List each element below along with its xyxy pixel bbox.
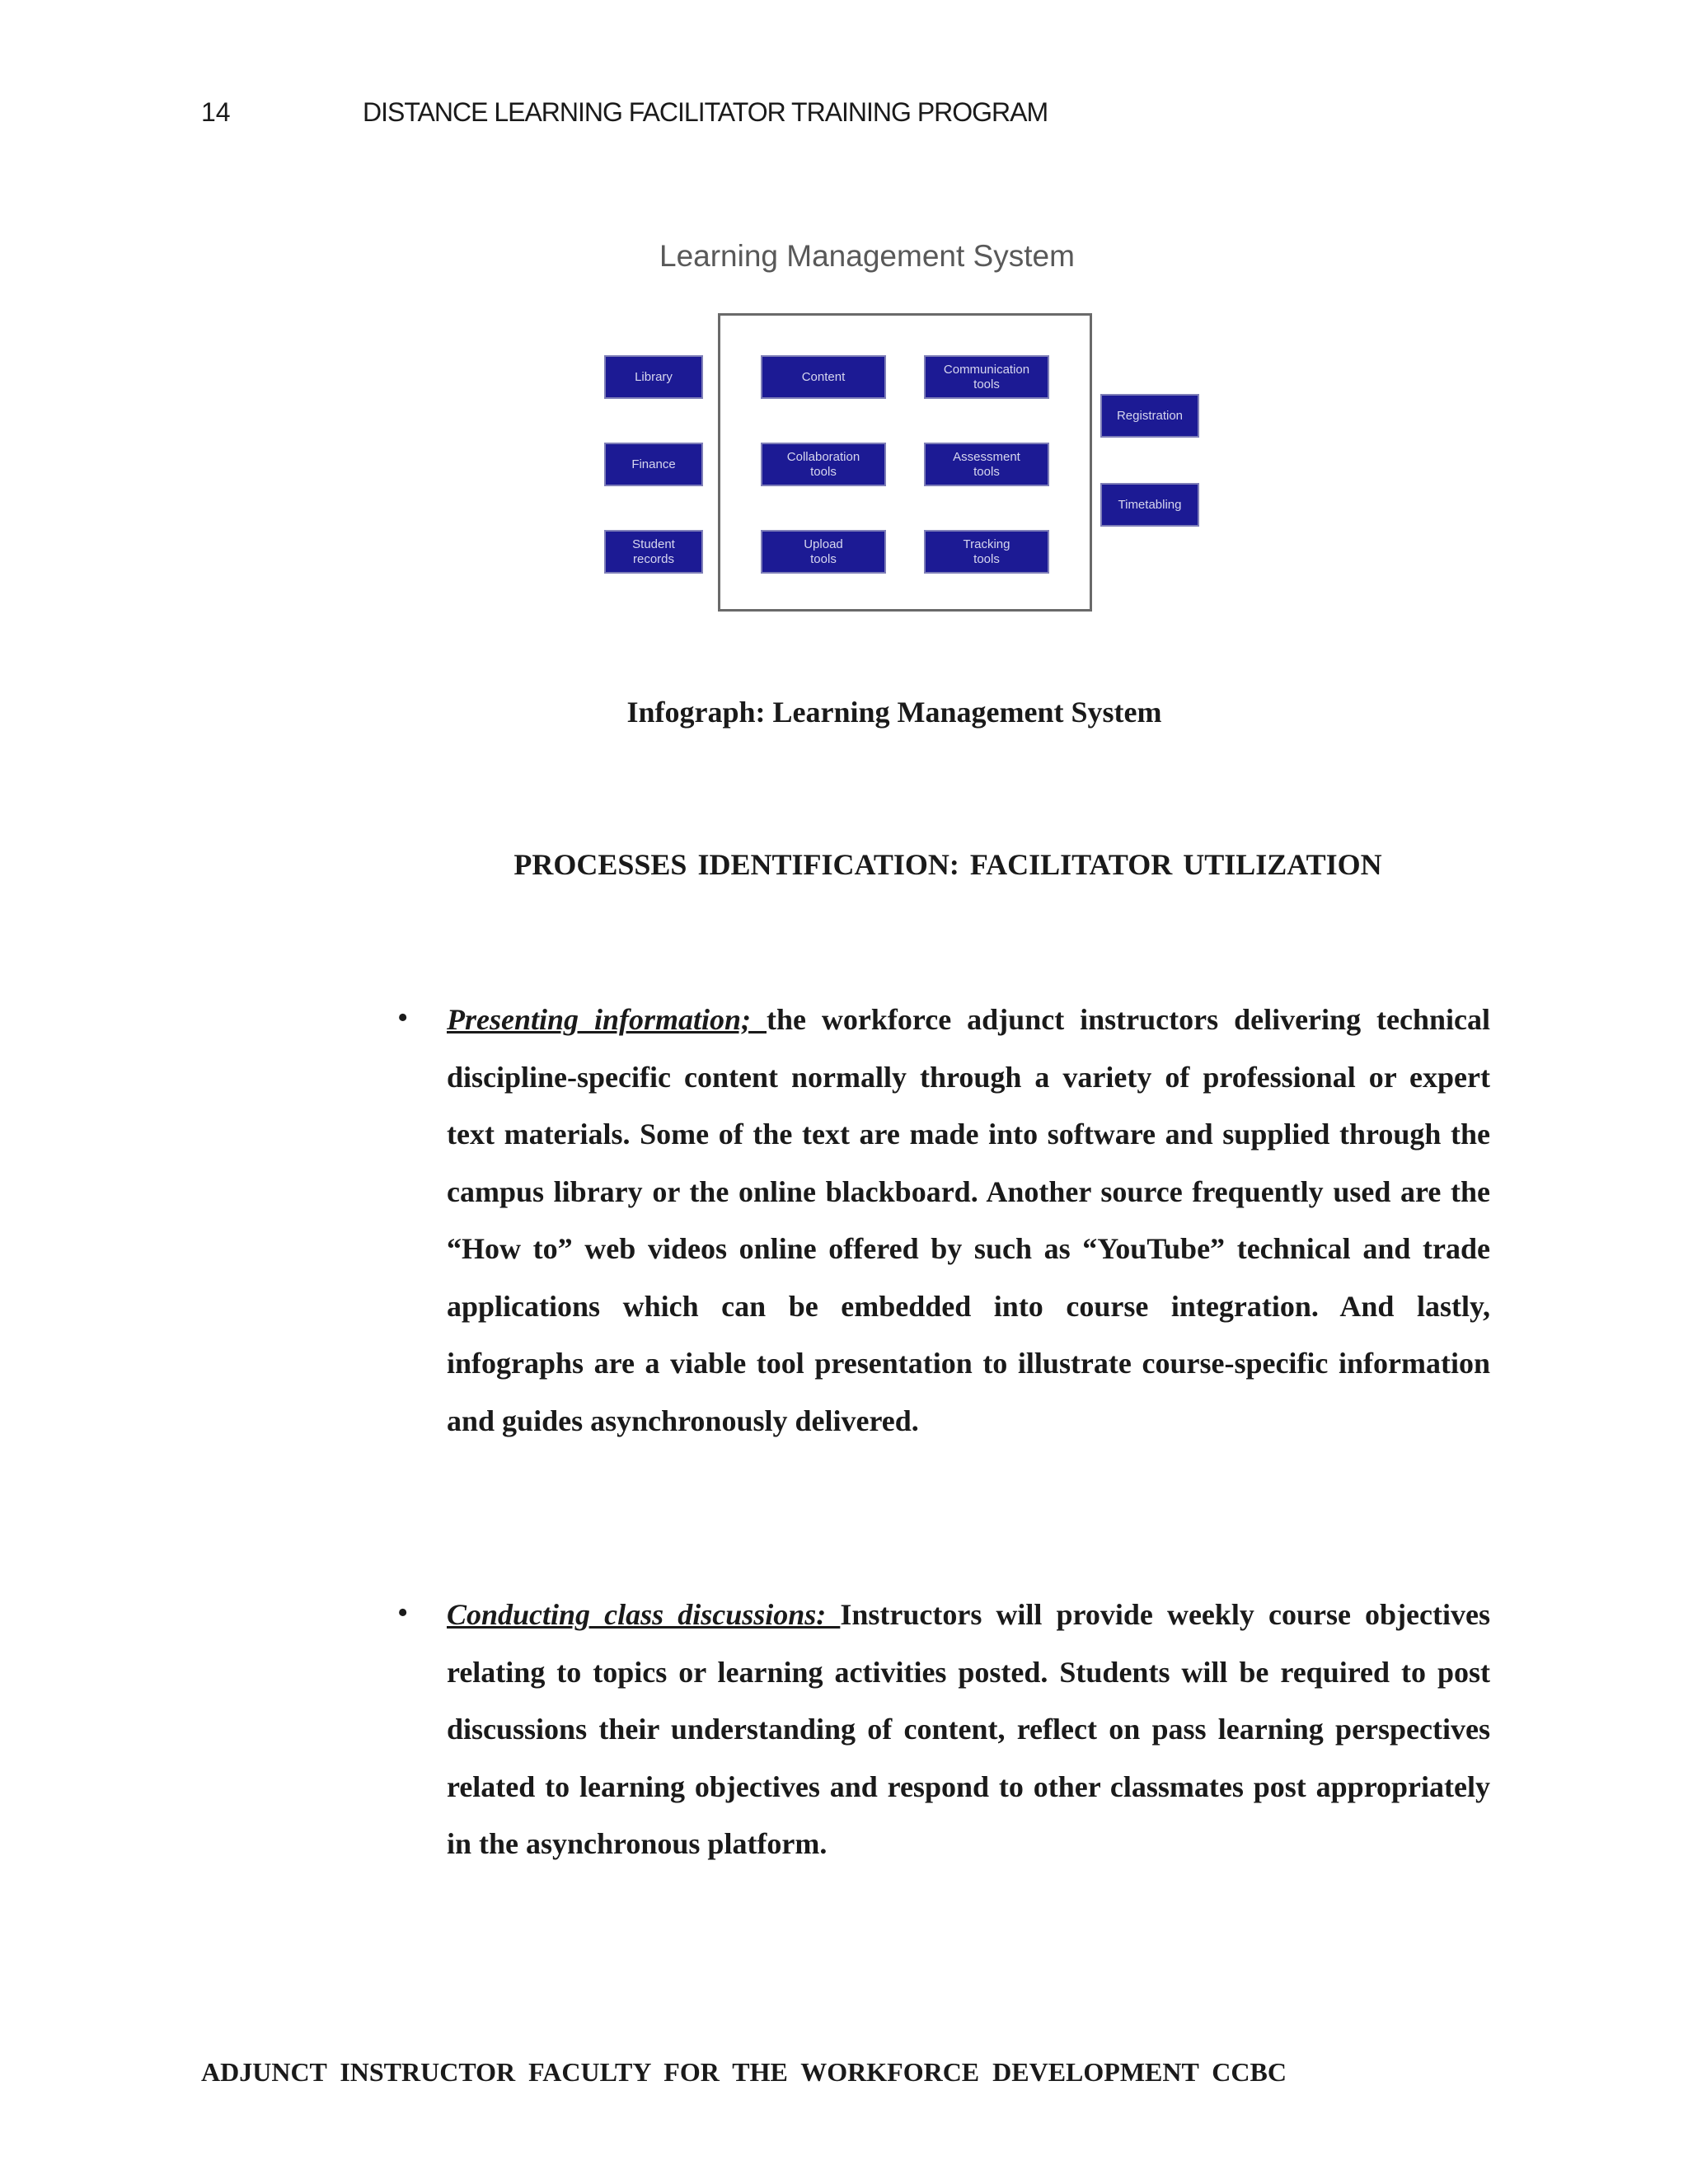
student-records-box: Student records: [604, 530, 703, 574]
bullet-paragraph: [447, 1586, 1490, 1873]
bullet-paragraph: [447, 991, 1490, 1450]
assessment-tools-box: Assessment tools: [924, 443, 1049, 486]
bullet-text: Instructors will provide weekly course objectives relating to topics or learning activities posted. Students will be required to post discussions their understanding of content, reflect on pass learning perspectives related to learning objectives and respond to other classmates post appropriately in the asynchronous platform.: [447, 1598, 1490, 1860]
finance-box: Finance: [604, 443, 703, 486]
bullet-marker: •: [397, 1596, 409, 1630]
running-head: DISTANCE LEARNING FACILITATOR TRAINING PROGRAM: [363, 97, 1048, 127]
page-footer: ADJUNCT INSTRUCTOR FACULTY FOR THE WORKFORCE DEVELOPMENT CCBC: [201, 2057, 1287, 2087]
bullet-lead: Presenting information;: [447, 1003, 767, 1036]
lms-infographic: [577, 231, 1220, 635]
library-box: Library: [604, 355, 703, 399]
timetabling-box: Timetabling: [1100, 483, 1199, 527]
content-box: Content: [761, 355, 886, 399]
page-number: 14: [201, 97, 231, 127]
collaboration-tools-box: Collaboration tools: [761, 443, 886, 486]
infographic-caption: Infograph: Learning Management System: [626, 696, 1162, 729]
tracking-tools-box: Tracking tools: [924, 530, 1049, 574]
upload-tools-box: Upload tools: [761, 530, 886, 574]
bullet-text: the workforce adjunct instructors delivering technical discipline-specific content normally through a variety of professional or expert text materials. Some of the text are made into software and supplied through the campus library or the online blackboard. Another source frequently used are the “How to” web videos online offered by such as “YouTube” technical and trade applications which can be embedded into course integration. And lastly, infographs are a viable tool presentation to illustrate course-specific information and guides asynchronously delivered.: [447, 1003, 1490, 1437]
infographic-title: Learning Management System: [659, 239, 1075, 273]
bullet-lead: Conducting class discussions:: [447, 1598, 841, 1631]
section-heading: PROCESSES IDENTIFICATION: FACILITATOR UTILIZATION: [513, 848, 1382, 881]
registration-box: Registration: [1100, 394, 1199, 438]
page-header: [201, 97, 1487, 137]
communication-tools-box: Communication tools: [924, 355, 1049, 399]
bullet-marker: •: [397, 1001, 409, 1035]
